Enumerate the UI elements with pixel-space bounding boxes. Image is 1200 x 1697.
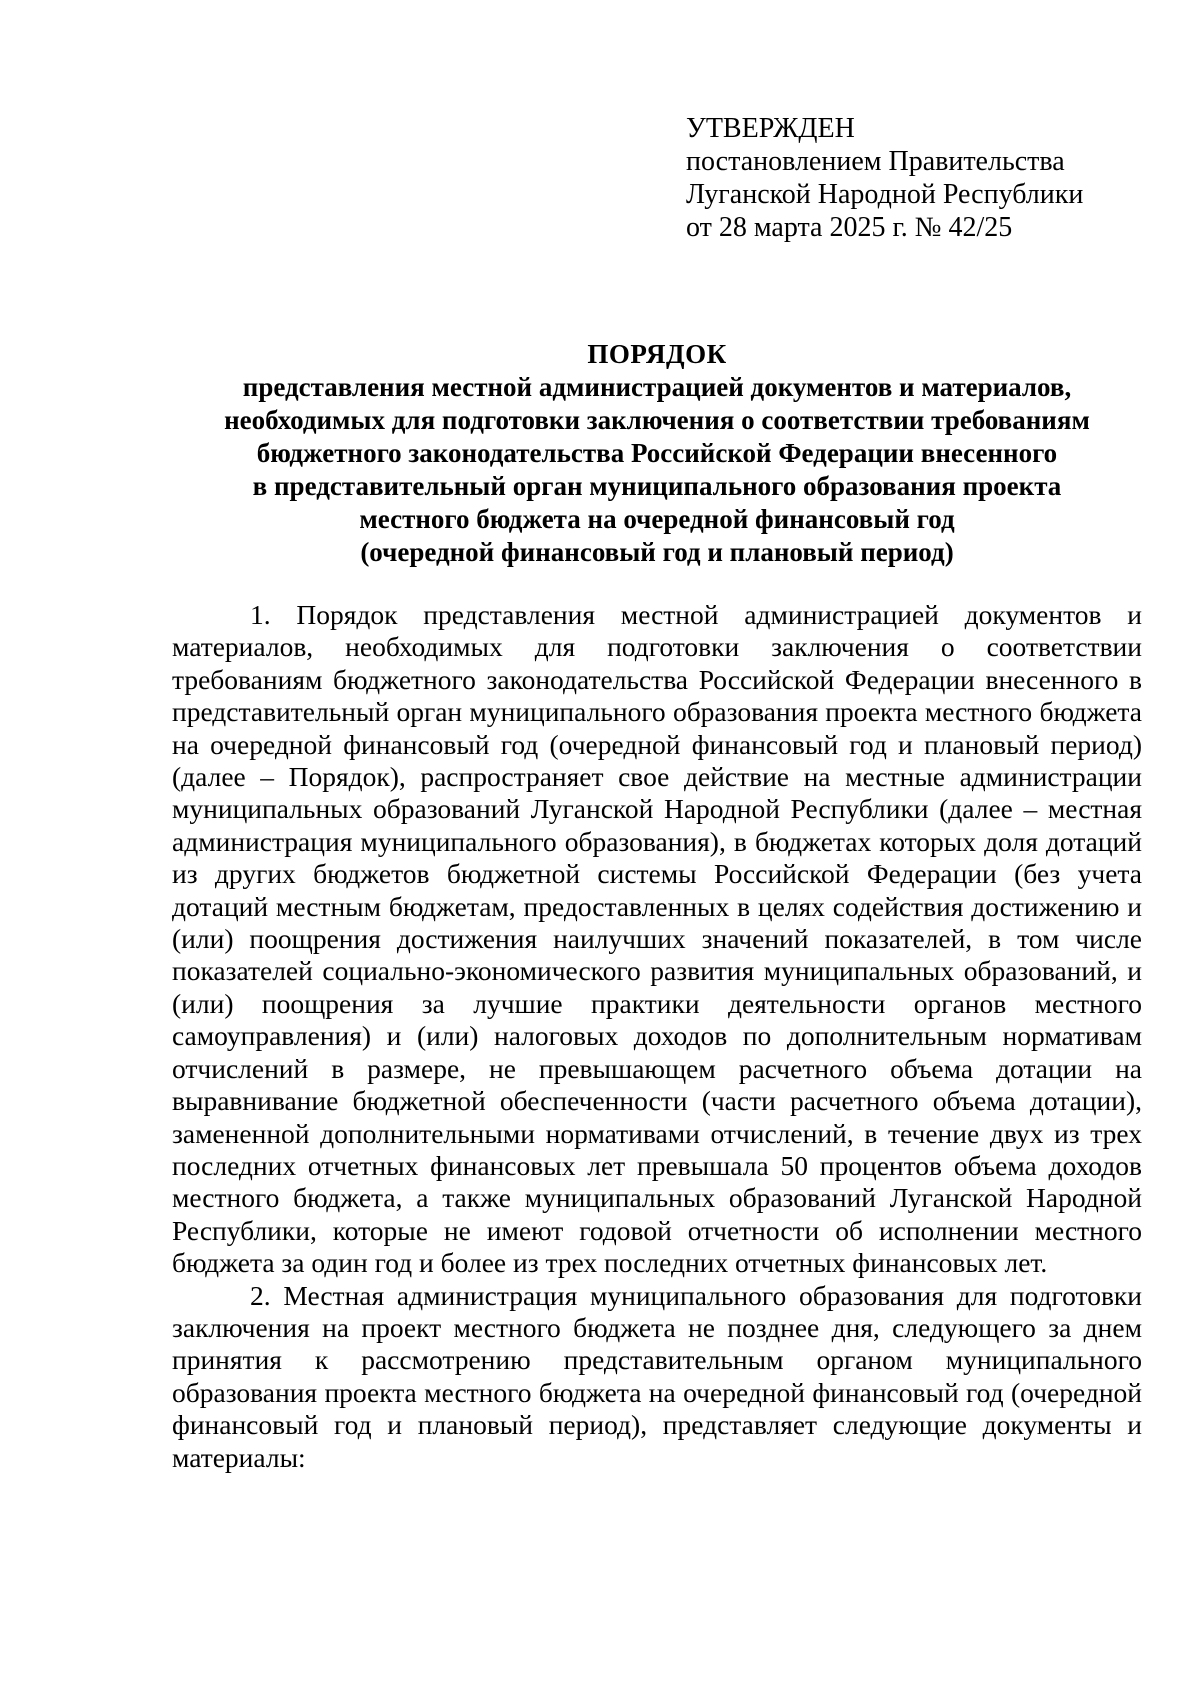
document-subtitle-line: необходимых для подготовки заключения о соответствии требованиям — [224, 405, 1090, 435]
document-subtitle-line: бюджетного законодательства Российской Федерации внесенного — [256, 438, 1058, 468]
paragraph-2: 2. Местная администрация муниципального образования для подготовки заключения на проект местного бюджета не позднее дня, следующего за днем принятия к рассмотрению представительным органом муниципального образования проекта местного бюджета на очередной финансовый год (очередной финансовый год и плановый период), представляет следующие документы и материалы: — [172, 1279, 1142, 1473]
approval-line: Луганской Народной Республики — [686, 179, 1084, 210]
paragraph-1: 1. Порядок представления местной администрацией документов и материалов, необходимых для подготовки заключения о соответствии требованиям бюджетного законодательства Российской Федерации внесенного в представительный орган муниципального образования проекта местного бюджета на очередной финансовый год (очередной финансовый год и плановый период) (далее – Порядок), распространяет свое действие на местные администрации муниципальных образований Луганской Народной Республики (далее – местная администрация муниципального образования), в бюджетах которых доля дотаций из других бюджетов бюджетной системы Российской Федерации (без учета дотаций местным бюджетам, предоставленных в целях содействия достижению и (или) поощрения достижения наилучших значений показателей, в том числе показателей социально-экономического развития муниципальных образований, и (или) поощрения за лучшие практики деятельности органов местного самоуправления) и (или) налоговых доходов по дополнительным нормативам отчислений в размере, не превышающем расчетного объема дотации на выравнивание бюджетной обеспеченности (части расчетного объема дотации), замененной дополнительными нормативами отчислений, в течение двух из трех последних отчетных финансовых лет превышала 50 процентов объема доходов местного бюджета, а также муниципальных образований Луганской Народной Республики, которые не имеют годовой отчетности об исполнении местного бюджета за один год и более из трех последних отчетных финансовых лет. — [172, 599, 1142, 1279]
document-heading — [172, 338, 1142, 569]
document-subtitle-line: (очередной финансовый год и плановый период) — [360, 537, 954, 567]
approval-stamp — [686, 112, 1146, 244]
document-subtitle-line: в представительный орган муниципального образования проекта — [252, 471, 1062, 501]
document-subtitle-line: местного бюджета на очередной финансовый год — [359, 504, 955, 534]
document-subtitle-line: представления местной администрацией документов и материалов, — [242, 372, 1072, 402]
approval-title: УТВЕРЖДЕН — [686, 113, 855, 144]
approval-line: постановлением Правительства — [686, 146, 1065, 177]
approval-date: от 28 марта 2025 г. № 42/25 — [686, 212, 1013, 243]
document-body — [172, 599, 1142, 1474]
document-title: ПОРЯДОК — [587, 339, 727, 369]
